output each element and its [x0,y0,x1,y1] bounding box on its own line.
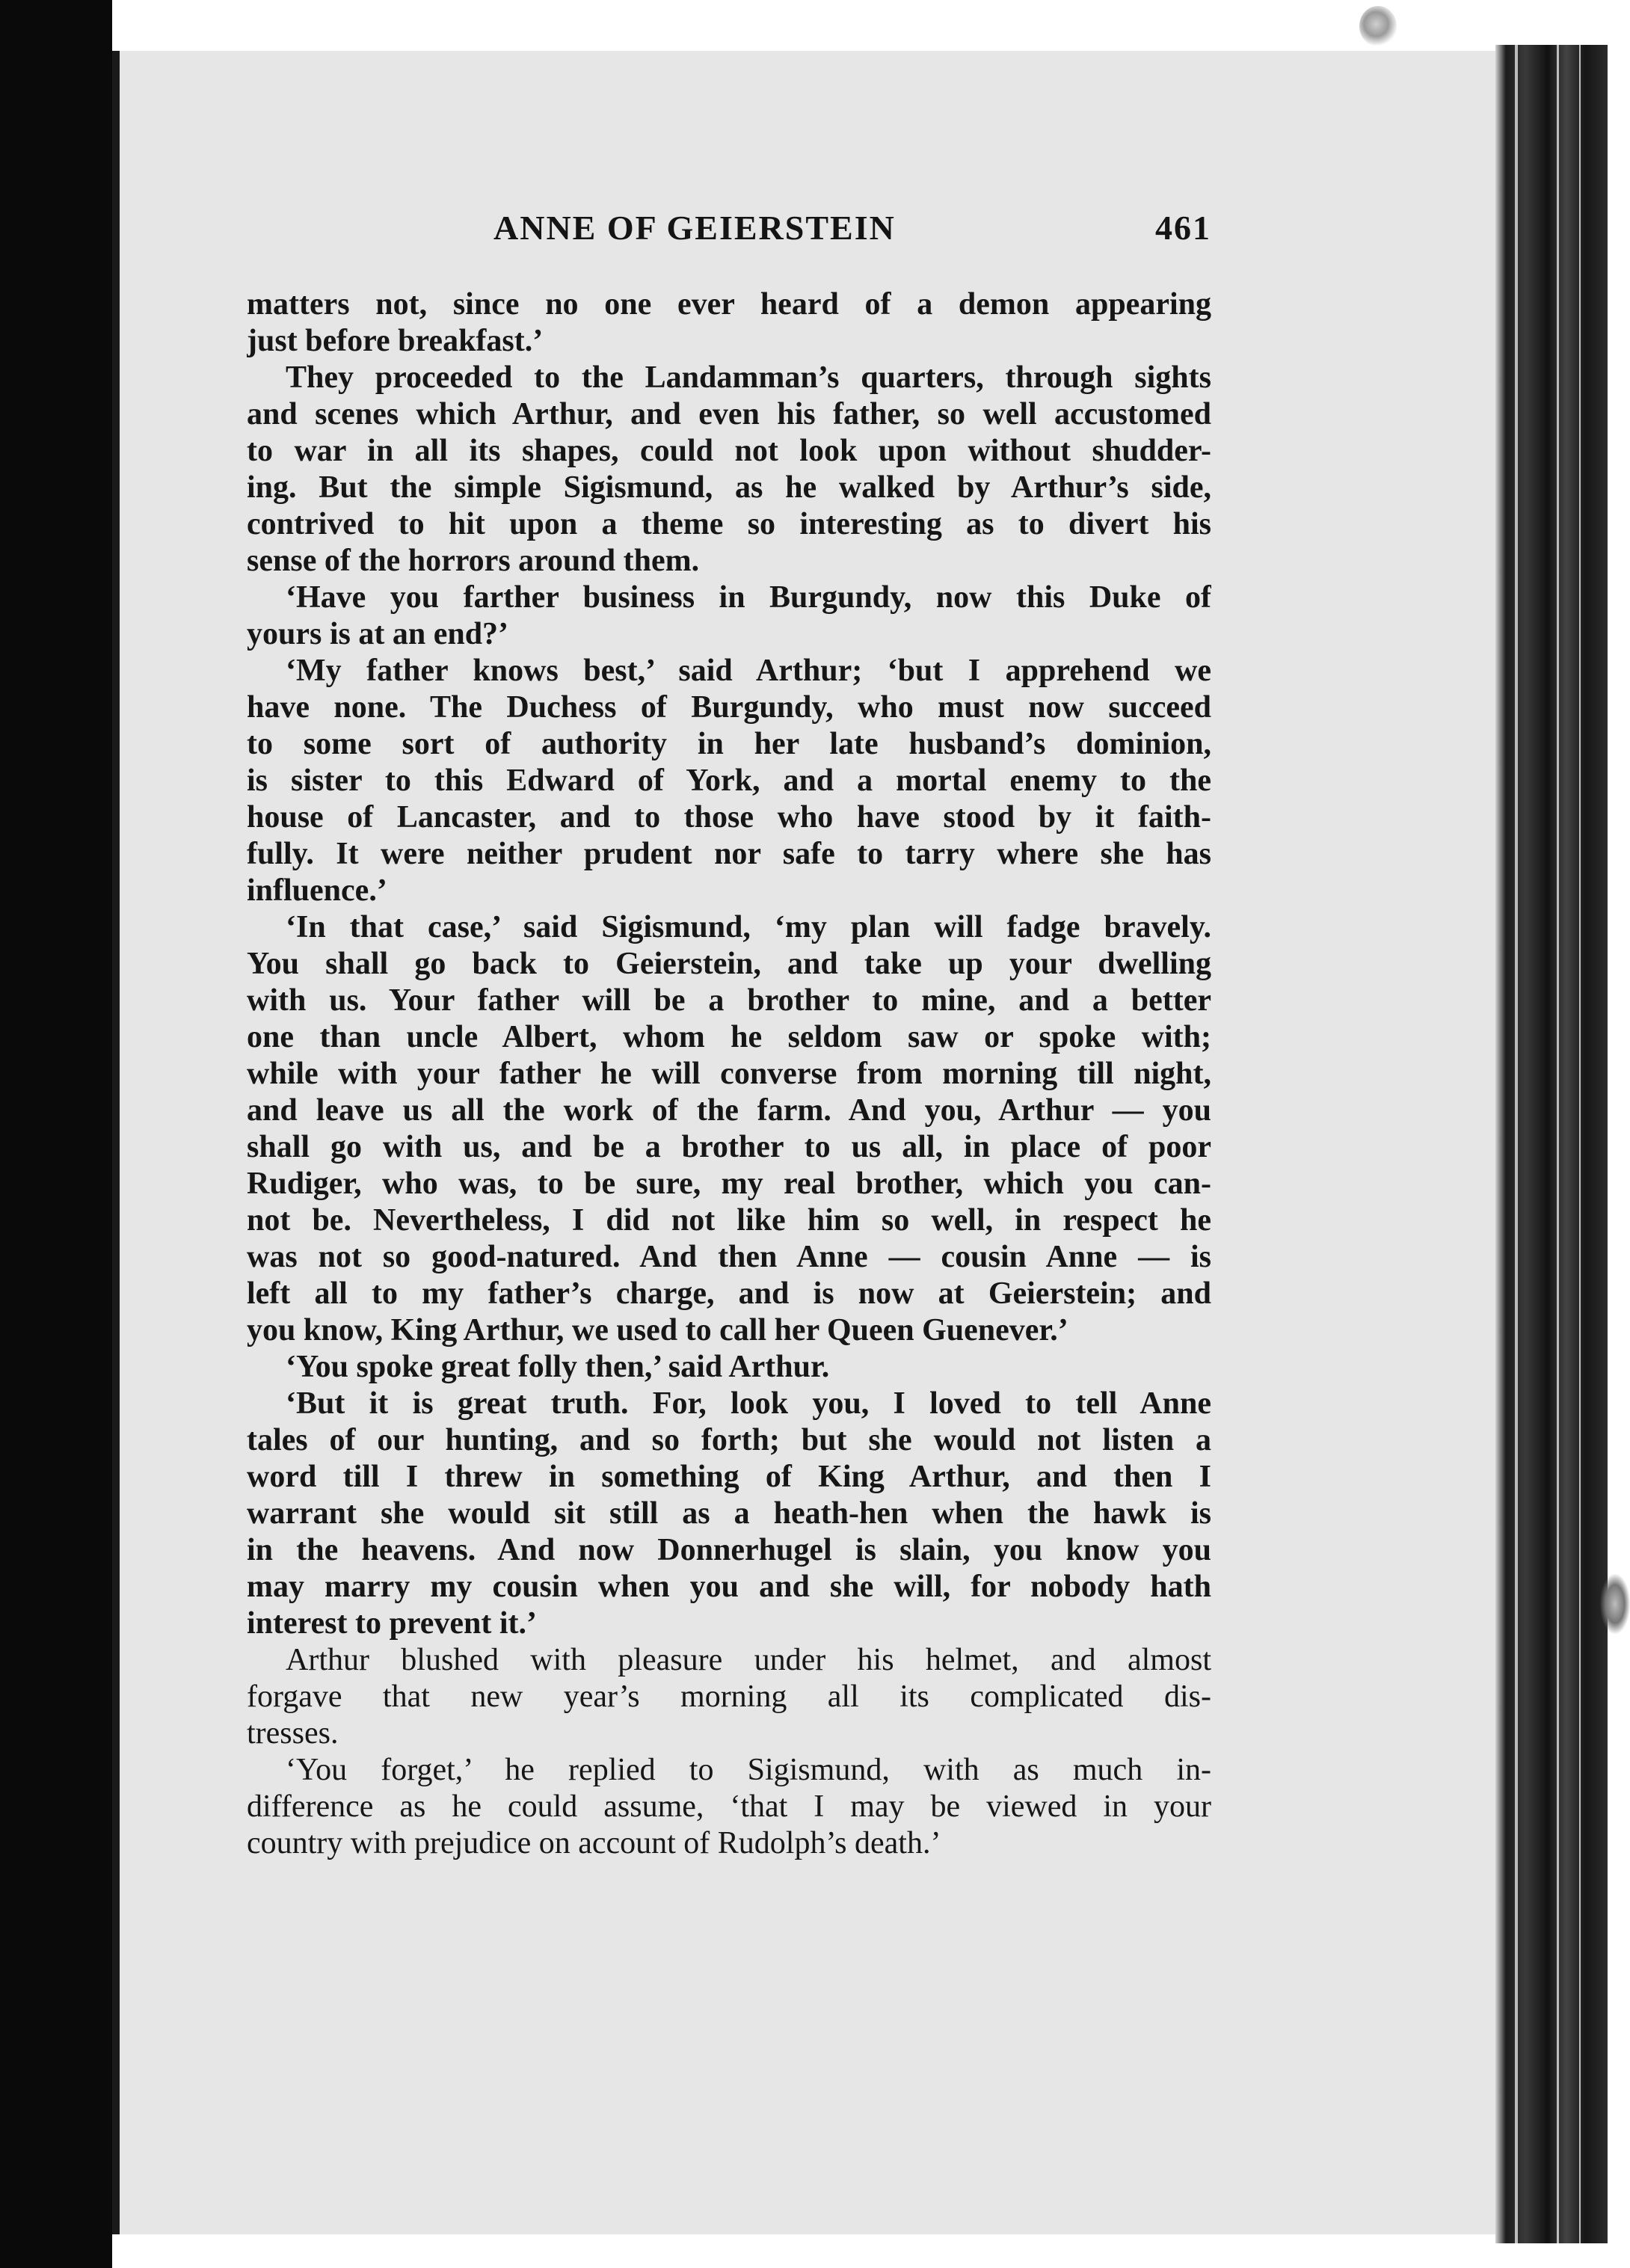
scan-corner-mark [1359,6,1397,46]
text-line: and scenes which Arthur, and even his father, so well accustomed [247,397,1211,431]
text-line: ‘You forget,’ he replied to Sigismund, with as much in- [286,1753,1211,1787]
text-line: to some sort of authority in her late husband’s dominion, [247,727,1211,761]
text-line: and leave us all the work of the farm. And you, Arthur — you [247,1093,1211,1128]
text-line: not be. Nevertheless, I did not like him so well, in respect he [247,1203,1211,1238]
scan-side-mark [1600,1574,1630,1634]
text-line: word till I threw in something of King Arthur, and then I [247,1460,1211,1494]
text-line: is sister to this Edward of York, and a mortal enemy to the [247,763,1211,798]
body-text [247,286,1211,1862]
running-title: ANNE OF GEIERSTEIN [493,209,896,247]
text-line: influence.’ [247,873,387,908]
text-line: tales of our hunting, and so forth; but she would not listen a [247,1423,1211,1457]
text-line: was not so good-natured. And then Anne — cousin Anne — is [247,1240,1211,1274]
text-line: house of Lancaster, and to those who have stood by it faith- [247,800,1211,835]
text-line: to war in all its shapes, could not look upon without shudder- [247,434,1211,468]
spine-highlight [1579,45,1581,2243]
page-number: 461 [1155,209,1211,247]
spine-highlight [1557,45,1559,2243]
text-line: yours is at an end?’ [247,617,509,651]
text-line: They proceeded to the Landamman’s quarters, through sights [286,360,1211,395]
text-line: Rudiger, who was, to be sure, my real brother, which you can- [247,1167,1211,1201]
running-head [247,208,1211,265]
text-line: while with your father he will converse from morning till night, [247,1057,1211,1091]
text-line: country with prejudice on account of Rudolph’s death.’ [247,1826,941,1860]
text-line: You shall go back to Geierstein, and take up your dwelling [247,947,1211,981]
text-line: fully. It were neither prudent nor safe to tarry where she has [247,837,1211,871]
book-spine-edge [1495,45,1608,2243]
text-line: tresses. [247,1716,339,1751]
text-line: sense of the horrors around them. [247,544,700,578]
text-line: ‘My father knows best,’ said Arthur; ‘but I apprehend we [286,654,1211,688]
text-line: in the heavens. And now Donnerhugel is slain, you know you [247,1533,1211,1567]
text-line: warrant she would sit still as a heath-hen when the hawk is [247,1496,1211,1531]
spine-highlight [1515,45,1518,2243]
text-line: you know, King Arthur, we used to call her Queen Guenever.’ [247,1313,1068,1347]
text-line: left all to my father’s charge, and is now at Geierstein; and [247,1276,1211,1311]
text-line: ‘But it is great truth. For, look you, I loved to tell Anne [286,1386,1211,1421]
text-line: difference as he could assume, ‘that I may be viewed in your [247,1789,1211,1824]
text-line: may marry my cousin when you and she will, for nobody hath [247,1570,1211,1604]
text-line: interest to prevent it.’ [247,1606,538,1641]
text-line: ‘In that case,’ said Sigismund, ‘my plan will fadge bravely. [286,910,1211,944]
text-line: forgave that new year’s morning all its complicated dis- [247,1680,1211,1714]
text-line: contrived to hit upon a theme so interesting as to divert his [247,507,1211,541]
scan-left-margin [0,0,112,2268]
text-line: shall go with us, and be a brother to us all, in place of poor [247,1130,1211,1164]
text-line: with us. Your father will be a brother to mine, and a better [247,983,1211,1018]
text-line: one than uncle Albert, whom he seldom saw or spoke with; [247,1020,1211,1054]
scan-bottom-margin [112,2234,1495,2268]
text-line: just before breakfast.’ [247,324,544,358]
text-line: have none. The Duchess of Burgundy, who must now succeed [247,690,1211,725]
text-line: matters not, since no one ever heard of a demon appearing [247,287,1211,322]
text-line: ‘You spoke great folly then,’ said Arthur. [286,1350,830,1384]
text-line: ‘Have you farther business in Burgundy, now this Duke of [286,580,1211,615]
text-line: ing. But the simple Sigismund, as he walked by Arthur’s side, [247,470,1211,505]
text-line: Arthur blushed with pleasure under his helmet, and almost [286,1643,1211,1677]
